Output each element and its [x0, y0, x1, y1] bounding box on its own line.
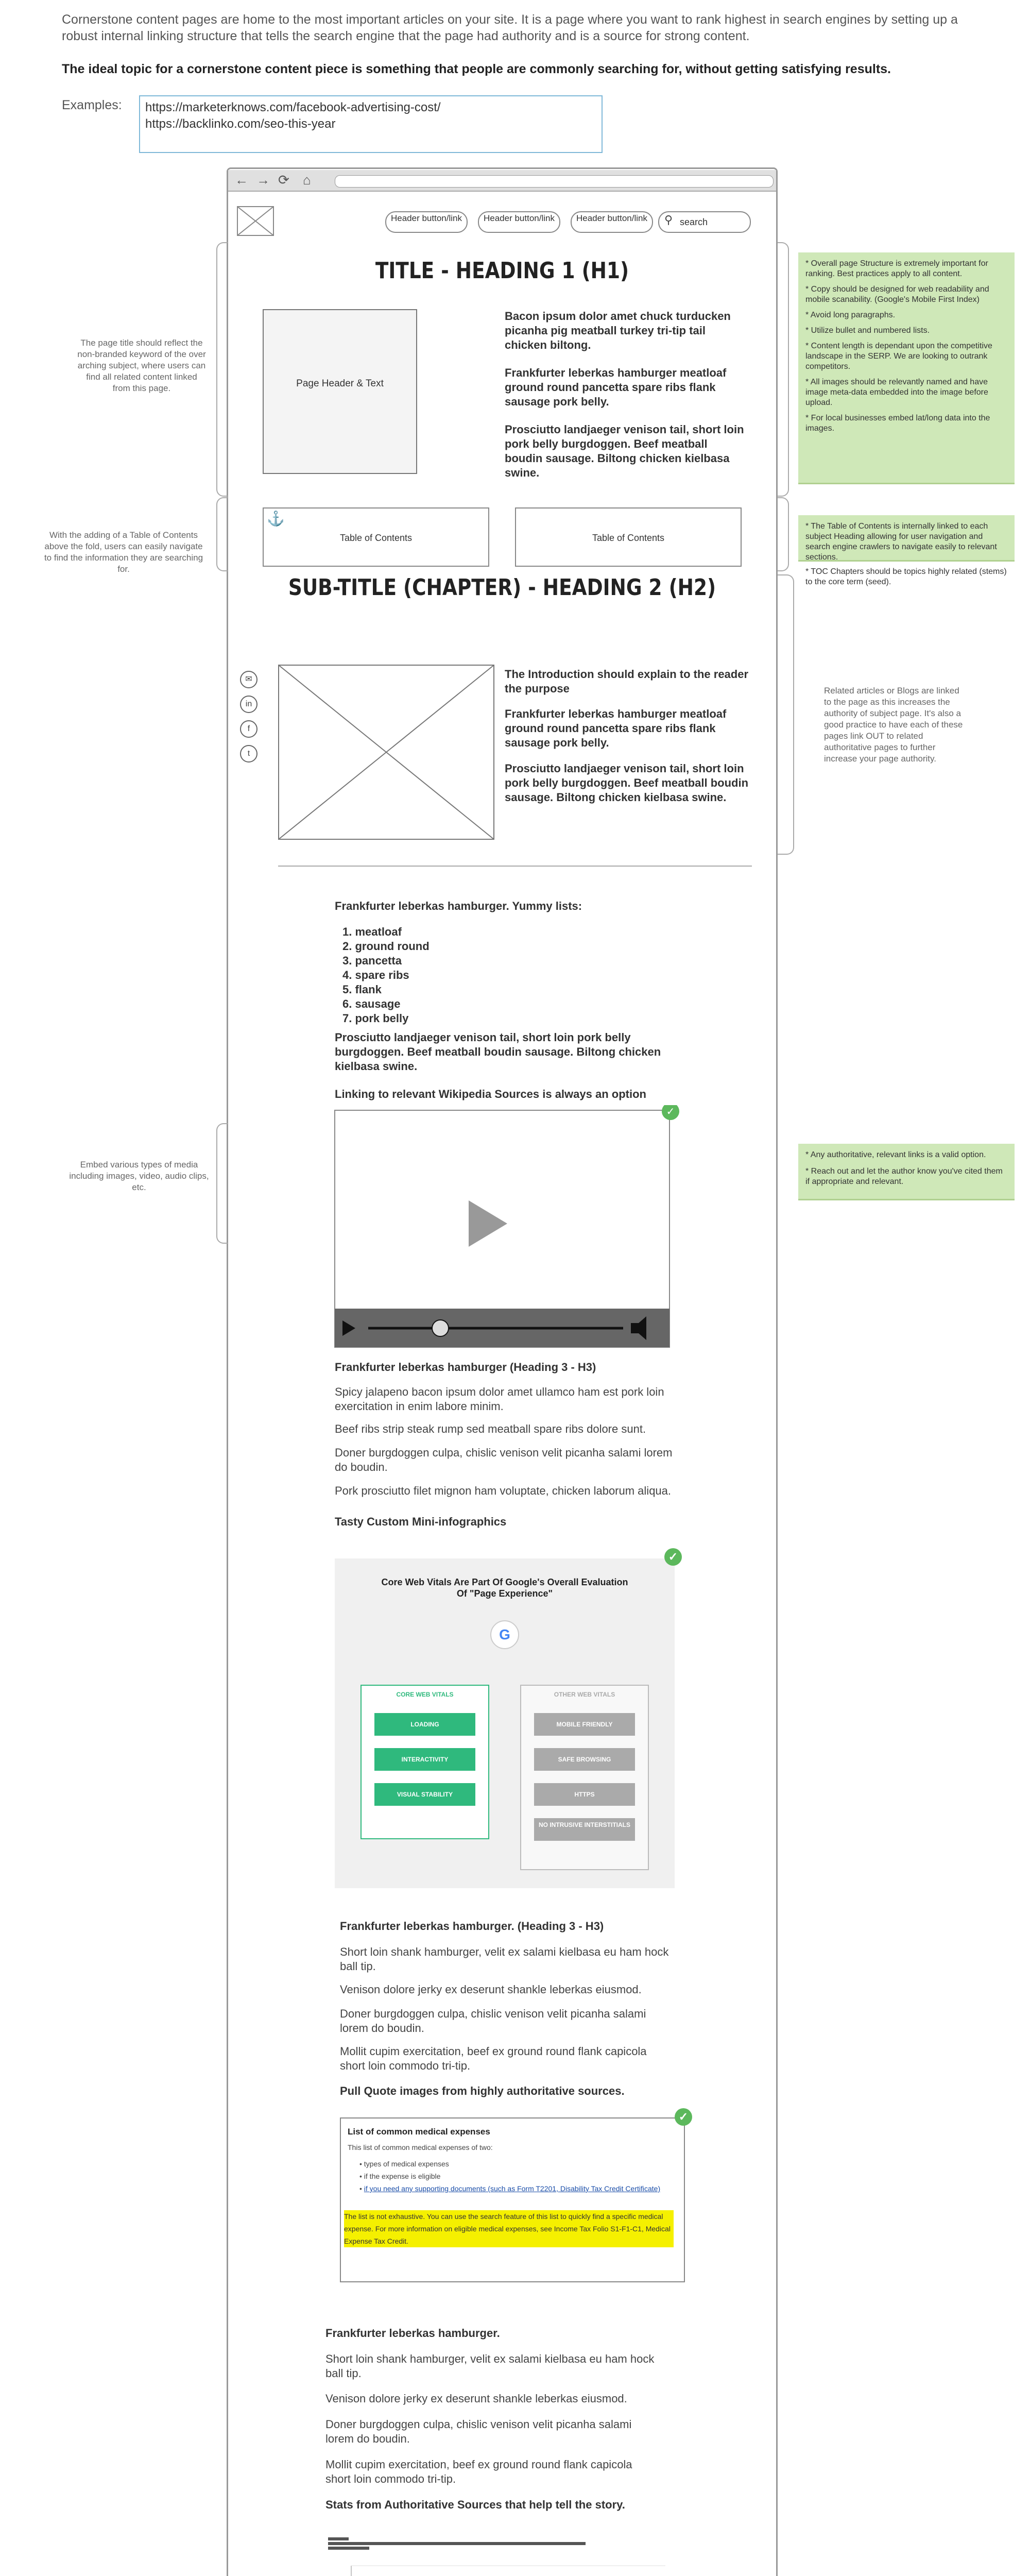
- examples-label: Examples:: [62, 98, 122, 112]
- toc-box[interactable]: Table of Contents: [515, 507, 742, 567]
- check-icon: ✓: [664, 1548, 682, 1566]
- h3-paragraph: Short loin shank hamburger, velit ex salami kielbasa eu ham hock ball tip.: [340, 1945, 669, 1973]
- other-web-vitals-box: [520, 1685, 649, 1870]
- home-icon[interactable]: ⌂: [303, 172, 311, 188]
- subtitle-paragraph: The Introduction should explain to the reader the purpose: [505, 668, 749, 695]
- search-input[interactable]: search: [658, 211, 751, 233]
- title-paragraph: Prosciutto landjaeger venison tail, short loin pork belly burgdoggen. Beef meatball boudin sausage. Biltong chicken kielbasa swine.: [505, 423, 744, 479]
- header-button[interactable]: Header button/link: [478, 211, 560, 233]
- example-link[interactable]: https://marketerknows.com/facebook-advertising-cost/: [145, 100, 441, 114]
- list-item: 4. spare ribs: [342, 969, 409, 981]
- core-vital-item: LOADING: [374, 1713, 475, 1736]
- example-link[interactable]: https://backlinko.com/seo-this-year: [145, 117, 336, 131]
- section-paragraph: Mollit cupim exercitation, beef ex ground round flank capicola short loin commodo tri-tip.: [325, 2458, 632, 2485]
- core-vital-item: VISUAL STABILITY: [374, 1783, 475, 1806]
- header-button[interactable]: Header button/link: [385, 211, 468, 233]
- quote-bullet: • types of medical expenses: [359, 2160, 449, 2168]
- seo-note-line: * Overall page Structure is extremely important for ranking. Best practices apply to all content.: [805, 259, 988, 278]
- examples-box: [139, 95, 603, 153]
- other-vital-item: NO INTRUSIVE INTERSTITIALS: [534, 1818, 635, 1841]
- facebook-icon[interactable]: f: [240, 720, 258, 738]
- h3-paragraph: Doner burgdoggen culpa, chislic venison velit picanha salami lorem do boudin.: [335, 1446, 673, 1473]
- other-vital-item: SAFE BROWSING: [534, 1748, 635, 1771]
- list-item: 6. sausage: [342, 997, 401, 1010]
- quote-title: List of common medical expenses: [348, 2127, 490, 2137]
- seo-note-line: * All images should be relevantly named and have image meta-data embedded into the image before upload.: [805, 378, 988, 407]
- list-heading: Frankfurter leberkas hamburger. Yummy lists:: [335, 900, 582, 912]
- twitter-icon[interactable]: t: [240, 745, 258, 762]
- list-item: 2. ground round: [342, 940, 430, 953]
- list-after-paragraph: Prosciutto landjaeger venison tail, short loin pork belly burgdoggen. Beef meatball boudin sausage. Biltong chicken kielbasa swine.: [335, 1031, 661, 1073]
- toc-box[interactable]: Table of Contents: [263, 507, 489, 567]
- sources-note-line: * Reach out and let the author know you've cited them if appropriate and relevant.: [805, 1167, 1003, 1186]
- yummy-list: [342, 925, 548, 1026]
- pull-quote-label: Pull Quote images from highly authoritative sources.: [340, 2084, 625, 2097]
- anchor-icon: ⚓: [267, 511, 285, 527]
- h3-paragraph: Doner burgdoggen culpa, chislic venison velit picanha salami lorem do boudin.: [340, 2007, 646, 2035]
- linkedin-icon[interactable]: in: [240, 696, 258, 713]
- note-toc: With the adding of a Table of Contents above the fold, users can easily navigate to find the information they are searching for.: [44, 530, 203, 574]
- list-item: 5. flank: [342, 983, 382, 996]
- quote-subtitle: This list of common medical expenses of two:: [348, 2143, 493, 2151]
- sources-note-line: * Any authoritative, relevant links is a valid option.: [805, 1150, 986, 1159]
- intro-text: Cornerstone content pages are home to the most important articles on your site. It is a page where you want to rank highest in search engines by setting up a robust internal linking structure that tells the search engine that the page had authority and is a source for strong content.: [62, 12, 958, 43]
- quote-highlight: The list is not exhaustive. You can use the search feature of this list to quickly find a specific medical expense. For more information on eligible medical expenses, see Income Tax Folio S1-F1-C1, Medical Expense Tax Credit.: [344, 2210, 674, 2247]
- section-paragraph: Short loin shank hamburger, velit ex salami kielbasa eu ham hock ball tip.: [325, 2352, 655, 2380]
- divider: [278, 866, 752, 867]
- infographic-title: Core Web Vitals Are Part Of Google's Overall Evaluation Of "Page Experience": [381, 1577, 628, 1599]
- h3-paragraph: Pork prosciutto filet mignon ham voluptate, chicken laborum aliqua.: [335, 1484, 672, 1497]
- title-bracket: [778, 242, 789, 497]
- h3-paragraph: Beef ribs strip steak rump sed meatball spare ribs dolore sunt.: [335, 1422, 646, 1435]
- media-bracket: [216, 1123, 228, 1244]
- other-vital-item: MOBILE FRIENDLY: [534, 1713, 635, 1736]
- google-icon: G: [490, 1620, 519, 1649]
- subtitle-h2: SUB-TITLE (CHAPTER) - HEADING 2 (H2): [288, 574, 716, 601]
- toc-bracket: [216, 497, 228, 571]
- seo-note-line: * Utilize bullet and numbered lists.: [805, 326, 930, 335]
- toc-note: [798, 515, 1015, 586]
- svg-text:✓: ✓: [666, 1105, 675, 1117]
- title-paragraph: Frankfurter leberkas hamburger meatloaf ground round pancetta spare ribs flank sausage pork belly.: [505, 366, 727, 408]
- ideal-topic-text: The ideal topic for a cornerstone content piece is something that people are commonly searching for, without getting satisfying results.: [62, 62, 891, 76]
- title-paragraph: Bacon ipsum dolor amet chuck turducken picanha pig meatball turkey tri-tip tail chicken biltong.: [505, 310, 731, 351]
- note-media: Embed various types of media including images, video, audio clips, etc.: [69, 1160, 209, 1192]
- subtitle-paragraph: Prosciutto landjaeger venison tail, short loin pork belly burgdoggen. Beef meatball boudin sausage. Biltong chicken kielbasa swine.: [505, 762, 749, 804]
- section-paragraph: Venison dolore jerky ex deserunt shankle leberkas eiusmod.: [325, 2392, 627, 2405]
- title-bracket: [216, 242, 228, 497]
- forward-arrow-icon[interactable]: →: [256, 172, 270, 188]
- list-item: 1. meatloaf: [342, 925, 402, 938]
- stats-label: Stats from Authoritative Sources that help tell the story.: [325, 2498, 625, 2511]
- email-icon[interactable]: ✉: [240, 671, 258, 688]
- seo-note: [798, 252, 1015, 484]
- subtitle-bracket: [778, 574, 794, 855]
- toc-note-line: * The Table of Contents is internally linked to each subject Heading allowing for user navigation and search engine crawlers to navigate easily to relevant sections.: [805, 522, 997, 562]
- note-page-title: The page title should reflect the non-branded keyword of the over arching subject, where users can find all related content linked from this page.: [77, 338, 206, 393]
- seo-note-line: * Copy should be designed for web readability and mobile scanability. (Google's Mobile First Index): [805, 285, 989, 304]
- section-heading: Frankfurter leberkas hamburger.: [325, 2327, 500, 2340]
- list-item: 3. pancetta: [342, 954, 402, 967]
- subtitle-image-placeholder: [278, 665, 494, 840]
- related-note: Related articles or Blogs are linked to the page as this increases the authority of subject page. It's also a good practice to have each of these pages link OUT to related authoritative pages to further increase your page authority.: [824, 686, 963, 764]
- back-arrow-icon[interactable]: ←: [235, 172, 248, 188]
- url-bar[interactable]: [335, 175, 774, 188]
- check-icon: ✓: [675, 2108, 692, 2126]
- section-paragraph: Doner burgdoggen culpa, chislic venison velit picanha salami lorem do boudin.: [325, 2418, 632, 2445]
- search-icon: ⚲: [664, 213, 673, 226]
- mini-infographics-label: Tasty Custom Mini-infographics: [335, 1515, 507, 1528]
- other-vital-item: HTTPS: [534, 1783, 635, 1806]
- seo-note-line: * For local businesses embed lat/long data into the images.: [805, 414, 990, 433]
- core-web-vitals-heading: CORE WEB VITALS: [396, 1691, 454, 1698]
- toc-note-line: * TOC Chapters should be topics highly related (stems) to the core term (seed).: [805, 567, 1007, 586]
- quote-bullets: [359, 2158, 679, 2195]
- header-button[interactable]: Header button/link: [571, 211, 653, 233]
- h3-paragraph: Spicy jalapeno bacon ipsum dolor amet ullamco ham est pork loin exercitation in enim labore minim.: [335, 1385, 664, 1413]
- reload-icon[interactable]: ⟳: [278, 172, 289, 188]
- other-web-vitals-heading: OTHER WEB VITALS: [554, 1691, 615, 1698]
- pull-quote-image: [340, 2117, 685, 2282]
- page-title-h1: TITLE - HEADING 1 (H1): [375, 258, 629, 284]
- sources-note: [798, 1144, 1015, 1200]
- logo-placeholder: [237, 206, 274, 236]
- h3-heading: Frankfurter leberkas hamburger. (Heading 3 - H3): [340, 1920, 604, 1933]
- quote-bullet: • if the expense is eligible: [359, 2172, 441, 2180]
- video-player[interactable]: [330, 1105, 680, 1352]
- page-header-image: Page Header & Text: [263, 309, 417, 474]
- stats-chart: [325, 2535, 676, 2576]
- h3-paragraph: Mollit cupim exercitation, beef ex ground round flank capicola short loin commodo tri-tip.: [340, 2045, 647, 2072]
- quote-bullet: • if you need any supporting documents (such as Form T2201, Disability Tax Credit Certificate): [359, 2184, 661, 2193]
- toc-bracket: [778, 497, 789, 571]
- seo-note-line: * Content length is dependant upon the competitive landscape in the SERP. We are looking to outrank competitors.: [805, 342, 992, 371]
- subtitle-paragraph: Frankfurter leberkas hamburger meatloaf ground round pancetta spare ribs flank sausage pork belly.: [505, 707, 727, 749]
- wikipedia-note: Linking to relevant Wikipedia Sources is always an option: [335, 1088, 646, 1100]
- h3-paragraph: Venison dolore jerky ex deserunt shankle leberkas eiusmod.: [340, 1983, 642, 1996]
- seo-note-line: * Avoid long paragraphs.: [805, 311, 896, 319]
- list-item: 7. pork belly: [342, 1012, 409, 1025]
- core-vital-item: INTERACTIVITY: [374, 1748, 475, 1771]
- h3-heading: Frankfurter leberkas hamburger (Heading 3 - H3): [335, 1361, 596, 1374]
